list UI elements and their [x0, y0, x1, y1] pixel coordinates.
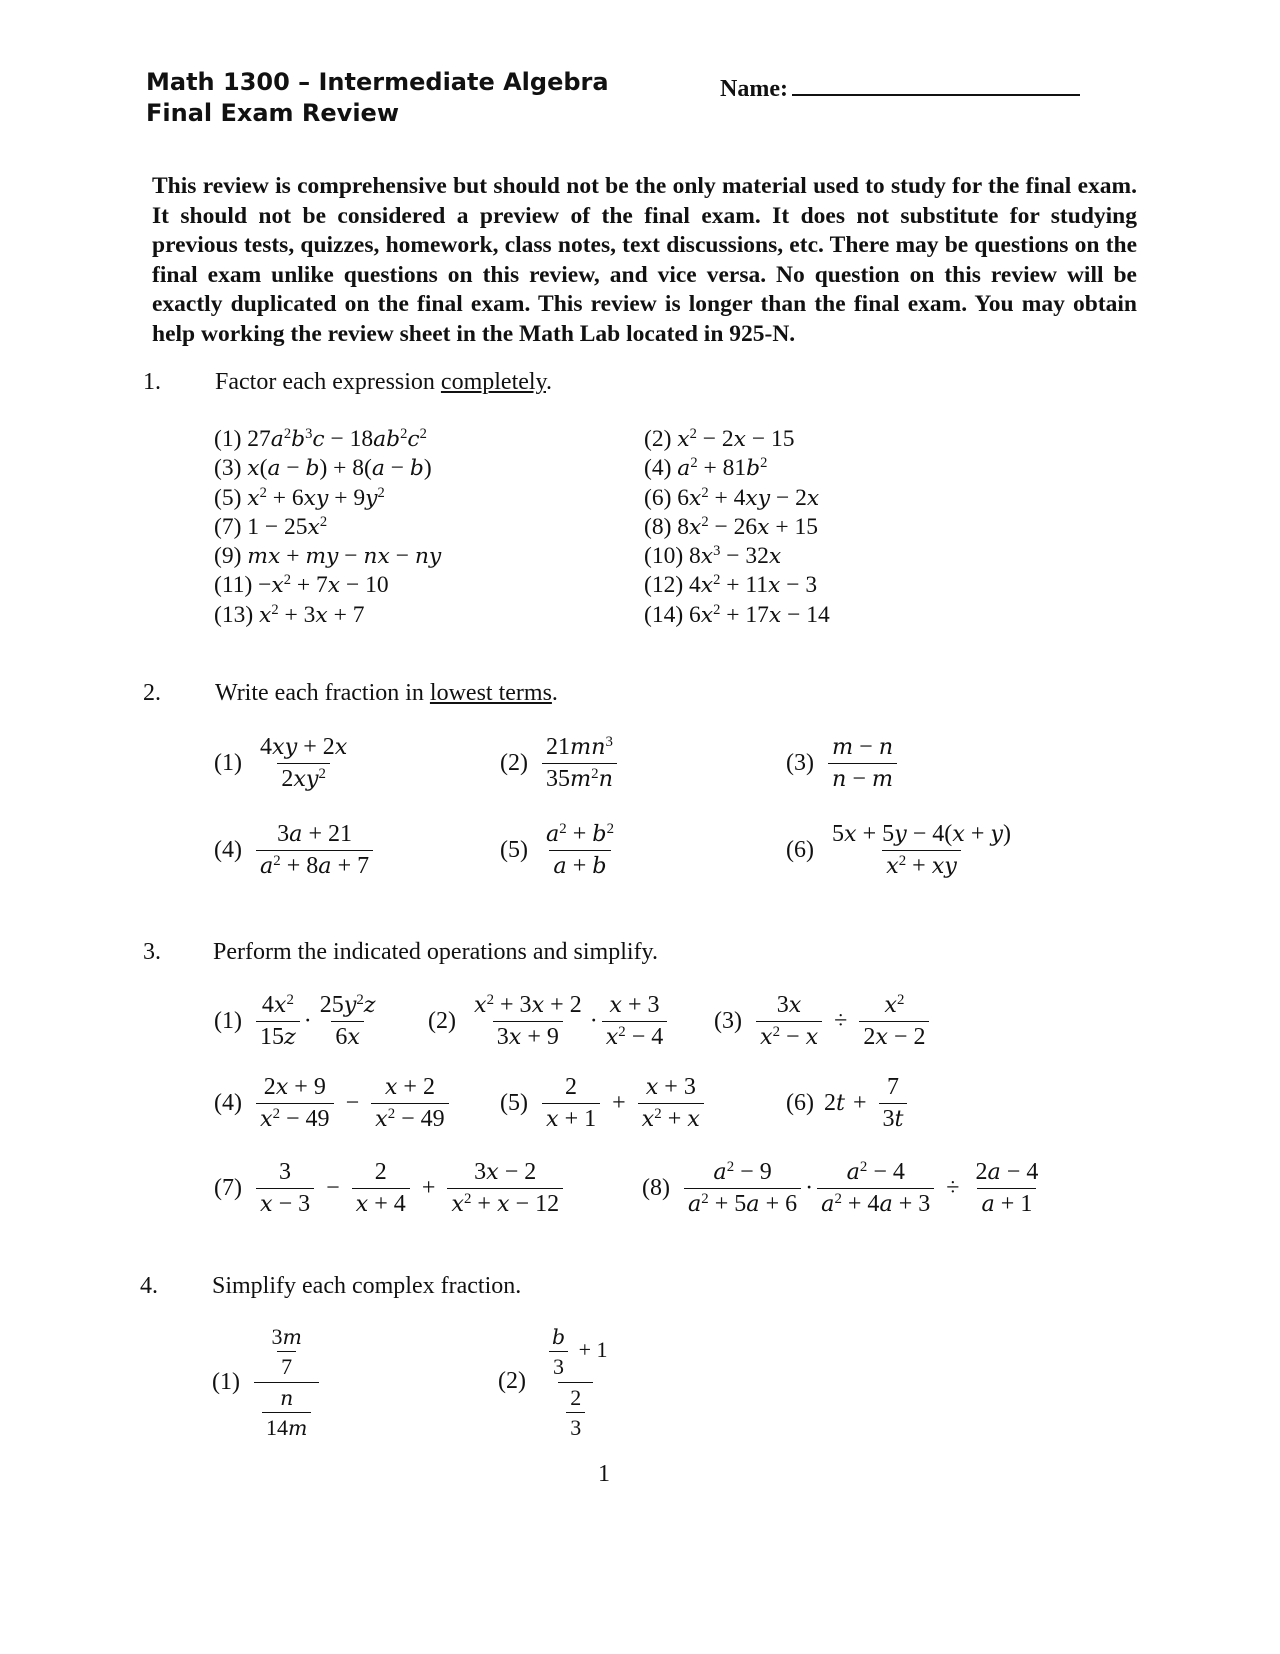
- q1-item: (2) $x^2 - 2x - 15$: [644, 426, 795, 452]
- q1-item: (3) x(a − b) + 8(a − b): [214, 455, 432, 482]
- question-3-number: 3.: [143, 939, 161, 965]
- question-1-prompt: Factor each expression completely.: [215, 369, 552, 395]
- question-4-number: 4.: [140, 1273, 158, 1299]
- q2-item-3: (3) $\frac{m - n}{n - m}$: [786, 735, 901, 792]
- q1-item: (10) $8x^3 - 32x$: [644, 543, 782, 570]
- name-label: Name:: [720, 76, 788, 102]
- q1-item: $(11) -x^2 + 7x - 10$: [214, 572, 389, 599]
- q2-item-4: (4) $\frac{3a + 21}{a^2 + 8a + 7}$: [214, 822, 377, 879]
- page-number: 1: [598, 1461, 610, 1487]
- q1-item: (4) $a^2 + 81b^2$: [644, 455, 768, 482]
- question-4-prompt: Simplify each complex fraction.: [212, 1273, 522, 1299]
- q1-item: (5) $x^2 + 6xy + 9y^2$: [214, 484, 385, 511]
- q1-item: (13) $x^2 + 3x + 7$: [214, 601, 365, 628]
- q1-item: (1) $27a^2b^3c - 18ab^2c^2$: [214, 426, 427, 452]
- q1-item: (7) $1 - 25x^2$: [214, 513, 328, 540]
- course-title: Math 1300 – Intermediate Algebra: [146, 68, 609, 96]
- question-3-prompt: Perform the indicated operations and simplify.: [213, 939, 658, 965]
- q3-item-5: (5) $\frac{2}{x + 1}$ + $\frac{x + 3}{x^2 + x}$: [500, 1075, 708, 1132]
- question-2-prompt: Write each fraction in lowest terms.: [215, 680, 558, 706]
- q1-item: (6) $6x^2 + 4xy - 2x$: [644, 484, 820, 511]
- q2-item-6: (6) $\frac{5x + 5y - 4(x + y)}{x^2 + xy}$: [786, 821, 1012, 880]
- question-1-number: 1.: [143, 369, 161, 395]
- q4-item-1: (1) $\frac{\frac{3m}{7}}{\frac{n}{14m}}$: [212, 1325, 323, 1440]
- q3-item-4: (4) $\frac{2x + 9}{x^2 - 49}$ − $\frac{x + 2}{x^2 - 49}$: [214, 1075, 453, 1132]
- q1-item: (8) $8x^2 - 26x + 15$: [644, 513, 818, 540]
- q3-item-8: (8) $\frac{a^2 - 9}{a^2 + 5a + 6}$ · $\frac{a^2 - 4}{a^2 + 4a + 3}$ ÷ $\frac{2a - 4}{a + 1}$: [642, 1158, 1039, 1218]
- q4-item-2: (2) $\frac{b}{3}$ + 1 $\frac{2}{3}$: [498, 1325, 608, 1440]
- name-blank-line: [792, 72, 1080, 96]
- intro-paragraph: This review is comprehensive but should not be the only material used to study for the final exam. It should not be considered a preview of the final exam. It does not substitute for studying previous tests, quizzes, homework, class notes, text discussions, etc. There may be questions on the final exam unlike questions on this review, and vice versa. No question on this review will be exactly duplicated on the final exam. This review is longer than the final exam. You may obtain help working the review sheet in the Math Lab located in 925-N.: [152, 173, 1137, 347]
- q3-item-2: (2) $\frac{x^2 + 3x + 2}{3x + 9}$ · $\frac{x + 3}{x^2 - 4}$: [428, 993, 671, 1050]
- q3-item-6: (6) 2t + $\frac{7}{3t}$: [786, 1075, 911, 1132]
- q3-item-7: (7) $\frac{3}{x - 3}$ − $\frac{2}{x + 4}$ + $\frac{3x - 2}{x^2 + x - 12}$: [214, 1160, 567, 1217]
- question-1-right-column: [644, 425, 830, 630]
- question-1-left-column: [214, 425, 441, 630]
- q1-item: (14) $6x^2 + 17x - 14$: [644, 601, 830, 628]
- q1-item: (12) $4x^2 + 11x - 3$: [644, 572, 818, 599]
- q2-item-2: (2) $\frac{21mn^3}{35m^2n}$: [500, 735, 621, 792]
- question-2-number: 2.: [143, 680, 161, 706]
- name-field: [720, 72, 1080, 103]
- q1-item: (9) mx + my − nx − ny: [214, 543, 442, 570]
- q2-item-1: (1) $\frac{4xy + 2x}{2xy^2}$: [214, 734, 348, 793]
- q3-item-3: (3) $\frac{3x}{x^2 - x}$ ÷ $\frac{x^2}{2x - 2}$: [714, 993, 933, 1050]
- q3-item-1: (1) $\frac{4x^2}{15z}$ · $\frac{25y^2z}{6x}$: [214, 991, 376, 1051]
- q2-item-5: (5) $\frac{a^2 + b^2}{a + b}$: [500, 820, 615, 880]
- document-subtitle: Final Exam Review: [146, 99, 399, 127]
